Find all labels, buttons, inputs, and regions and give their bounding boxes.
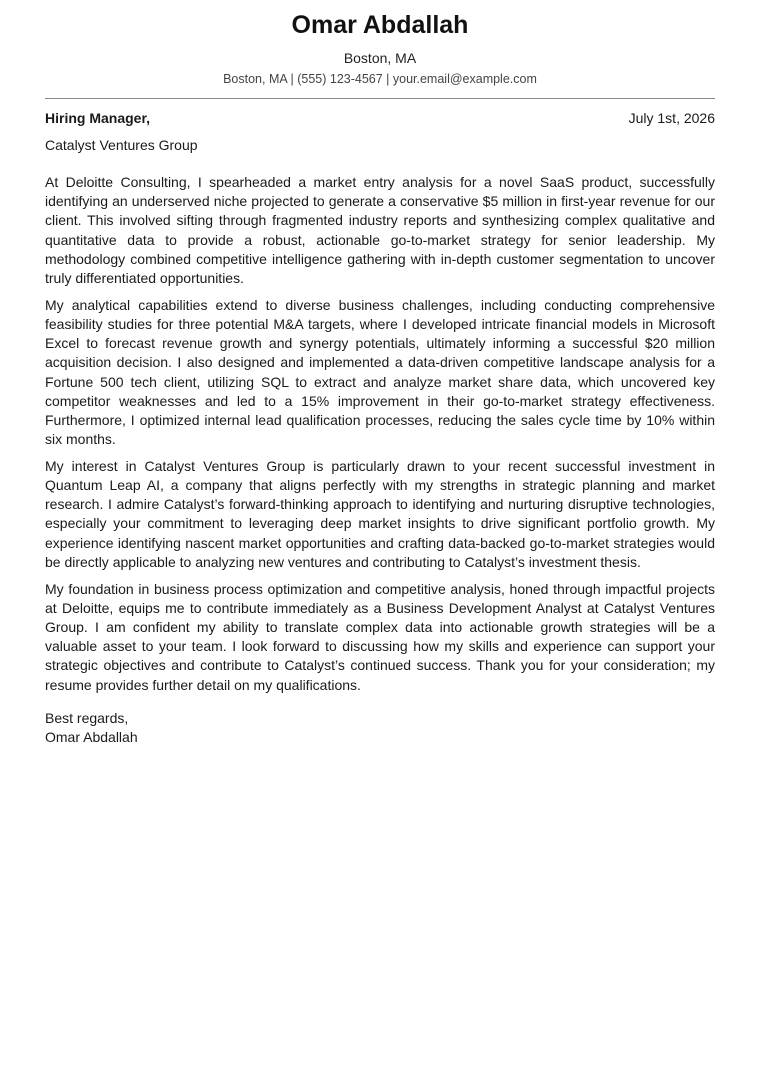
body-paragraph: My foundation in business process optimization and competitive analysis, honed through impactful projects at Deloitte, equips me to contribute immediately as a Business Development Analyst at Catalyst Ventures Group. I am confident my ability to translate complex data into actionable growth strategies will be a valuable asset to your team. I look forward to discussing how my skills and experience can support your strategic objectives and contribute to Catalyst’s continued success. Thank you for your consideration; my resume provides further detail on my qualifications. — [45, 580, 715, 693]
letter-closing — [45, 709, 715, 747]
recipient-date-row — [45, 108, 715, 128]
company-name: Catalyst Ventures Group — [45, 137, 198, 153]
body-paragraph: At Deloitte Consulting, I spearheaded a market entry analysis for a novel SaaS product, successfully identifying an underserved niche projected to generate a conservative $5 million in first-year revenue for our client. This involved sifting through fragmented industry reports and synthesizing complex qualitative and quantitative data to provide a robust, actionable go-to-market strategy for senior leadership. My methodology combined competitive intelligence gathering with in-depth customer segmentation to uncover truly differentiated opportunities. — [45, 174, 715, 287]
body-paragraph: My analytical capabilities extend to diverse business challenges, including conducting comprehensive feasibility studies for three potential M&A targets, where I developed intricate financial models in Microsoft Excel to forecast revenue growth and synergy potentials, ultimately informing a successful $20 million acquisition decision. I also designed and implemented a data-driven competitive landscape analysis for a Fortune 500 tech client, utilizing SQL to extract and analyze market share data, which uncovered key competitor weaknesses and led to a 15% improvement in their go-to-market strategy effectiveness. Furthermore, I optimized internal lead qualification processes, reducing the sales cycle time by 10% within six months. — [45, 296, 715, 448]
letter-header — [45, 0, 715, 88]
closing-signature: Omar Abdallah — [45, 728, 138, 745]
contact-line: Boston, MA | (555) 123-4567 | your.email@example.com — [223, 72, 537, 86]
body-paragraph: My interest in Catalyst Ventures Group is particularly drawn to your recent successful investment in Quantum Leap AI, a company that aligns perfectly with my strengths in strategic planning and market research. I admire Catalyst’s forward-thinking approach to identifying and nurturing disruptive technologies, especially your commitment to leveraging deep market insights to drive significant portfolio growth. My experience identifying nascent market opportunities and crafting data-backed go-to-market strategies would be directly applicable to analyzing new ventures and contributing to Catalyst’s investment thesis. — [45, 457, 715, 570]
applicant-location: Boston, MA — [343, 50, 417, 66]
recipient: Hiring Manager, — [45, 110, 151, 126]
header-divider — [45, 98, 715, 99]
letter-date: July 1st, 2026 — [628, 110, 715, 126]
letter-body — [45, 173, 715, 695]
applicant-name: Omar Abdallah — [291, 11, 469, 39]
closing-salutation: Best regards, — [45, 709, 129, 726]
